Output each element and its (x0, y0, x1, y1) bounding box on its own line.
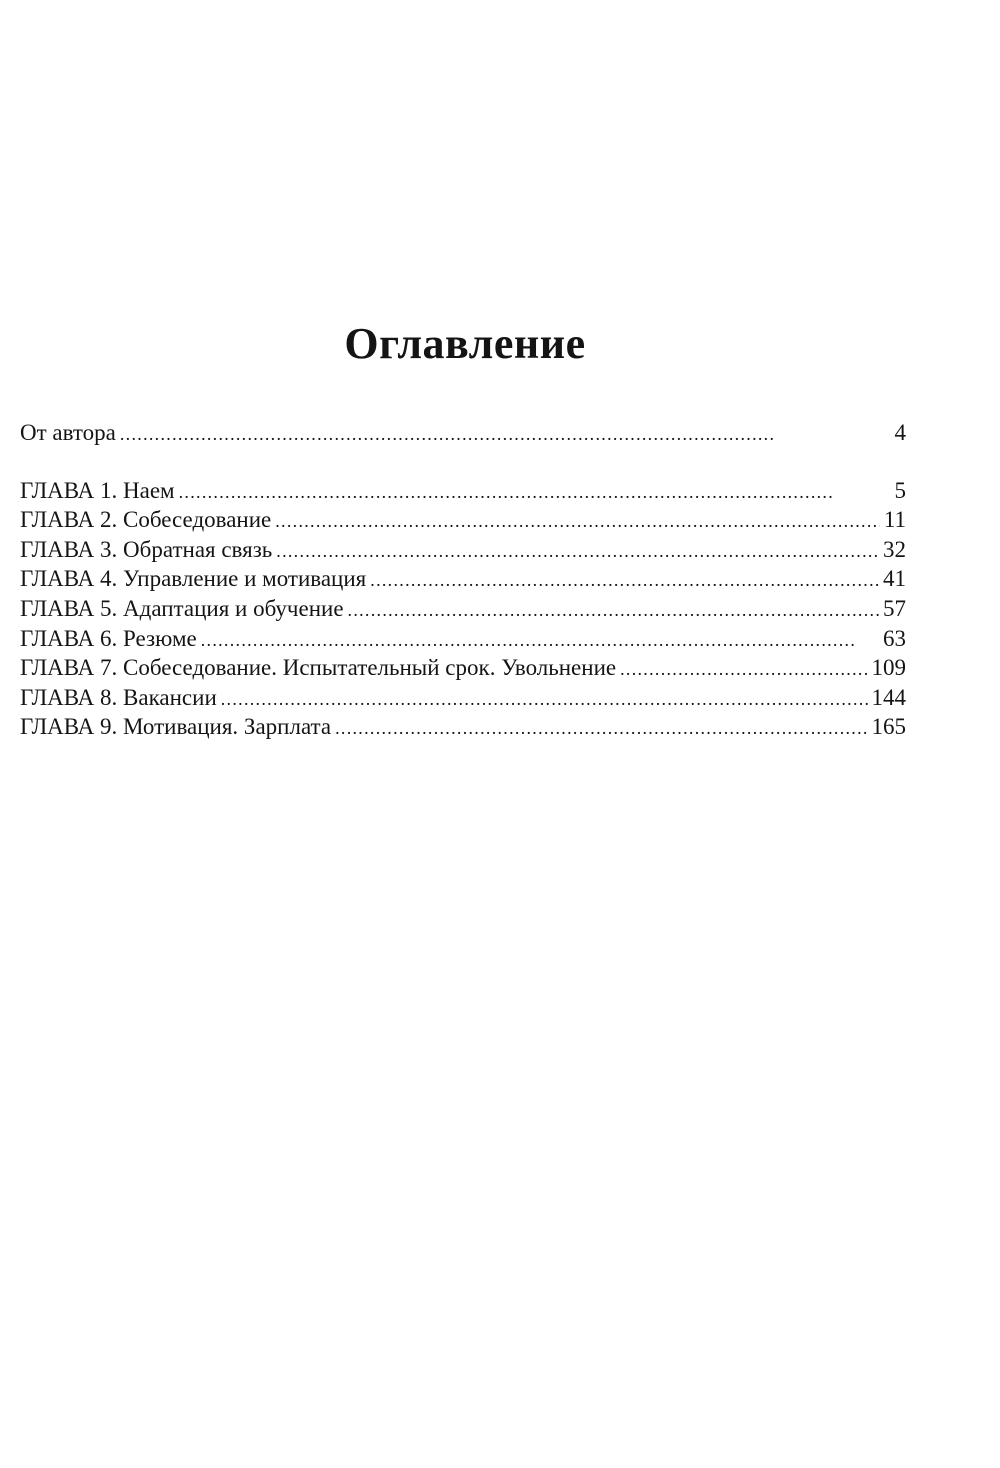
toc-entry-chapter[interactable] (20, 712, 906, 742)
toc-entry-label: ГЛАВА 4. Управление и мотивация (20, 566, 367, 592)
toc-entry-label: ГЛАВА 3. Обратная связь (20, 536, 273, 562)
dot-leader (120, 420, 891, 450)
toc-entry-label: ГЛАВА 1. Наем (20, 477, 175, 503)
toc-entry-chapter[interactable] (20, 564, 906, 594)
toc-entry-page: 57 (883, 595, 906, 621)
dot-leader (348, 596, 879, 626)
dot-leader (276, 537, 879, 567)
toc-entry-chapter[interactable] (20, 535, 906, 565)
dot-leader (275, 507, 880, 537)
dot-leader (370, 566, 879, 596)
toc-entry-label: ГЛАВА 7. Собеседование. Испытательный срок. Увольнение (20, 655, 617, 681)
toc-entry-chapter[interactable] (20, 505, 906, 535)
toc-entry-chapter[interactable] (20, 683, 906, 713)
toc-entry-page: 144 (871, 684, 906, 710)
dot-leader (620, 655, 867, 685)
toc-entry-chapter[interactable] (20, 476, 906, 506)
page-title: Оглавление (344, 319, 586, 368)
toc-entry-label: ГЛАВА 2. Собеседование (20, 507, 272, 533)
dot-leader (335, 714, 867, 744)
toc-entry-page: 11 (883, 507, 906, 533)
toc-entry-label: ГЛАВА 5. Адаптация и обучение (20, 595, 344, 621)
dot-leader (221, 685, 868, 715)
toc-entry-preface[interactable] (20, 418, 906, 448)
toc-entry-page: 63 (883, 625, 906, 651)
toc-entry-page: 165 (871, 714, 906, 740)
spacer (20, 448, 906, 476)
toc-entry-page: 5 (894, 477, 906, 503)
toc-entry-chapter[interactable] (20, 624, 906, 654)
toc-entry-chapter[interactable] (20, 653, 906, 683)
toc-entry-chapter[interactable] (20, 594, 906, 624)
toc-entry-label: ГЛАВА 6. Резюме (20, 625, 197, 651)
table-of-contents (20, 418, 906, 742)
dot-leader (201, 626, 879, 656)
toc-entry-page: 32 (883, 536, 906, 562)
toc-entry-label: ГЛАВА 8. Вакансии (20, 684, 217, 710)
toc-entry-page: 4 (894, 420, 906, 445)
toc-entry-label: ГЛАВА 9. Мотивация. Зарплата (20, 714, 332, 740)
toc-entry-page: 41 (883, 566, 906, 592)
toc-entry-page: 109 (871, 655, 906, 681)
toc-entry-label: От автора (20, 420, 116, 445)
dot-leader (179, 478, 891, 508)
